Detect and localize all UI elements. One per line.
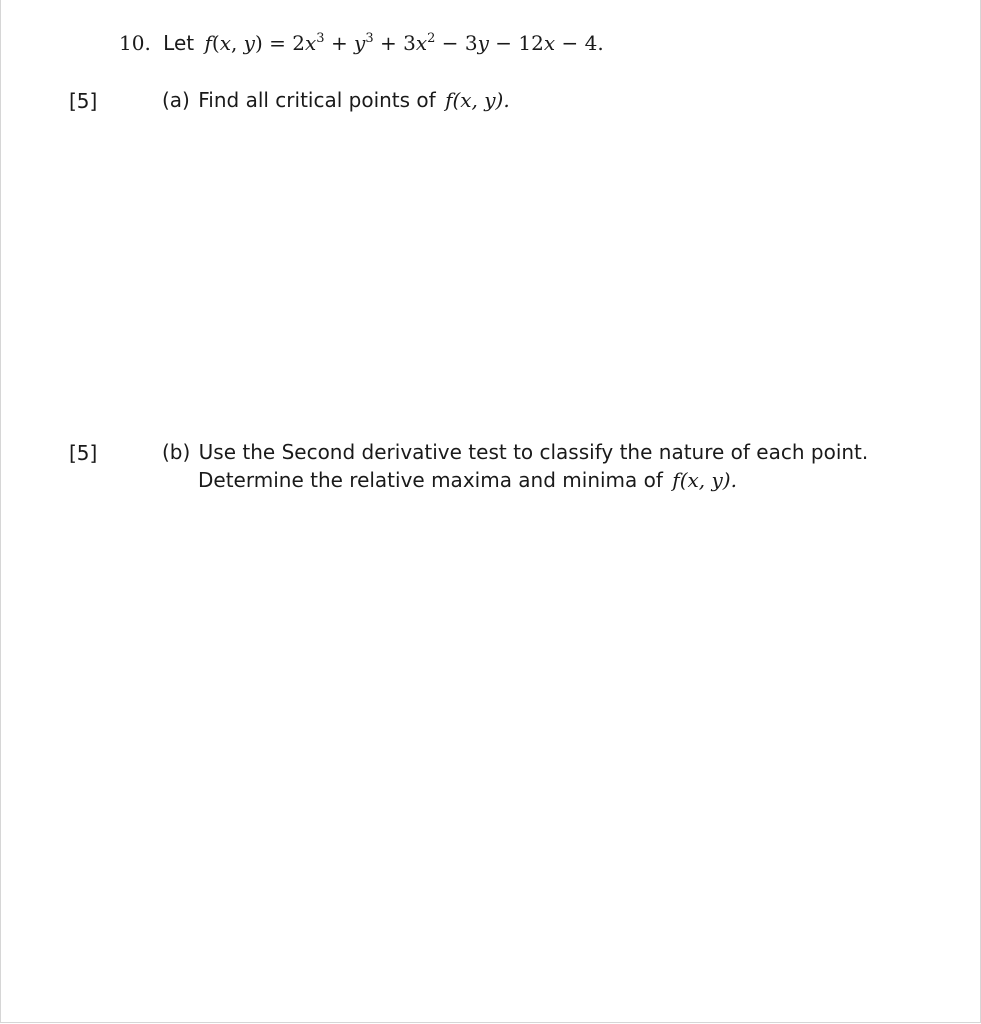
part-b-marks: [5]	[69, 441, 98, 465]
part-b-line-2	[198, 466, 737, 494]
part-a-math: f(x, y).	[445, 88, 510, 112]
part-a-marks: [5]	[69, 89, 98, 113]
part-b-label: (b)	[162, 440, 191, 464]
function-definition: f(x, $y) = 2x^3 + y^3 + 3x^2 - 3y - 12x - 4$.	[204, 31, 604, 55]
part-b-text-1: Use the Second derivative test to classify the nature of each point.	[198, 440, 869, 464]
question-intro: Let	[163, 31, 195, 55]
part-b-text-2: Determine the relative maxima and minima of	[198, 468, 663, 492]
part-a-text: Find all critical points of	[198, 88, 436, 112]
question-number: 10.	[119, 31, 151, 55]
part-a	[162, 86, 510, 114]
part-a-label: (a)	[162, 88, 190, 112]
question-header	[119, 29, 604, 57]
part-b-math: f(x, y).	[672, 468, 737, 492]
part-b-line-1	[162, 438, 868, 466]
